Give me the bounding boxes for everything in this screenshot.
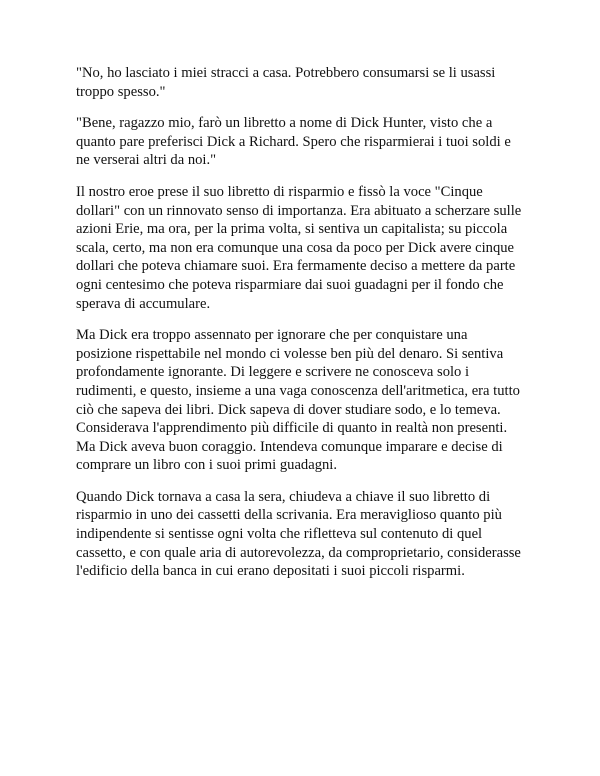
document-body [76, 64, 536, 594]
paragraph-1: "No, ho lasciato i miei stracci a casa. Potrebbero consumarsi se li usassi troppo spesso." [76, 65, 496, 100]
paragraph-3: Il nostro eroe prese il suo libretto di risparmio e fissò la voce "Cinque dollari" con un rinnovato senso di importanza. Era abituato a scherzare sulle azioni Erie, ma ora, per la prima volta, si sentiva un capitalista; su piccola scala, certo, ma non era comunque una cosa da poco per Dick avere cinque dollari che poteva chiamare suoi. Era fermamente deciso a mettere da parte ogni centesimo che poteva risparmiare dai suoi guadagni per il fondo che sperava di accumulare. [76, 183, 522, 312]
paragraph-4: Ma Dick era troppo assennato per ignorare che per conquistare una posizione rispettabile nel mondo ci volesse ben più del denaro. Si sentiva profondamente ignorante. Di leggere e scrivere ne conosceva solo i rudimenti, e questo, insieme a una vaga conoscenza dell'aritmetica, era tutto ciò che sapeva dei libri. Dick sapeva di dover studiare sodo, e lo temeva. Considerava l'apprendimento più difficile di quanto in realtà non presenti. Ma Dick aveva buon coraggio. Intendeva comunque imparare e decise di comprare un libro con i suoi primi guadagni. [76, 327, 520, 474]
paragraph-5: Quando Dick tornava a casa la sera, chiudeva a chiave il suo libretto di risparmio in uno dei cassetti della scrivania. Era meraviglioso quanto più indipendente si sentisse ogni volta che rifletteva sul contenuto di quel cassetto, e con quale aria di autorevolezza, da comproprietario, considerasse l'edificio della banca in cui erano depositati i suoi piccoli risparmi. [76, 488, 521, 580]
paragraph-2: "Bene, ragazzo mio, farò un libretto a nome di Dick Hunter, visto che a quanto pare preferisci Dick a Richard. Spero che risparmierai i tuoi soldi e ne verserai altri da noi." [76, 115, 511, 169]
